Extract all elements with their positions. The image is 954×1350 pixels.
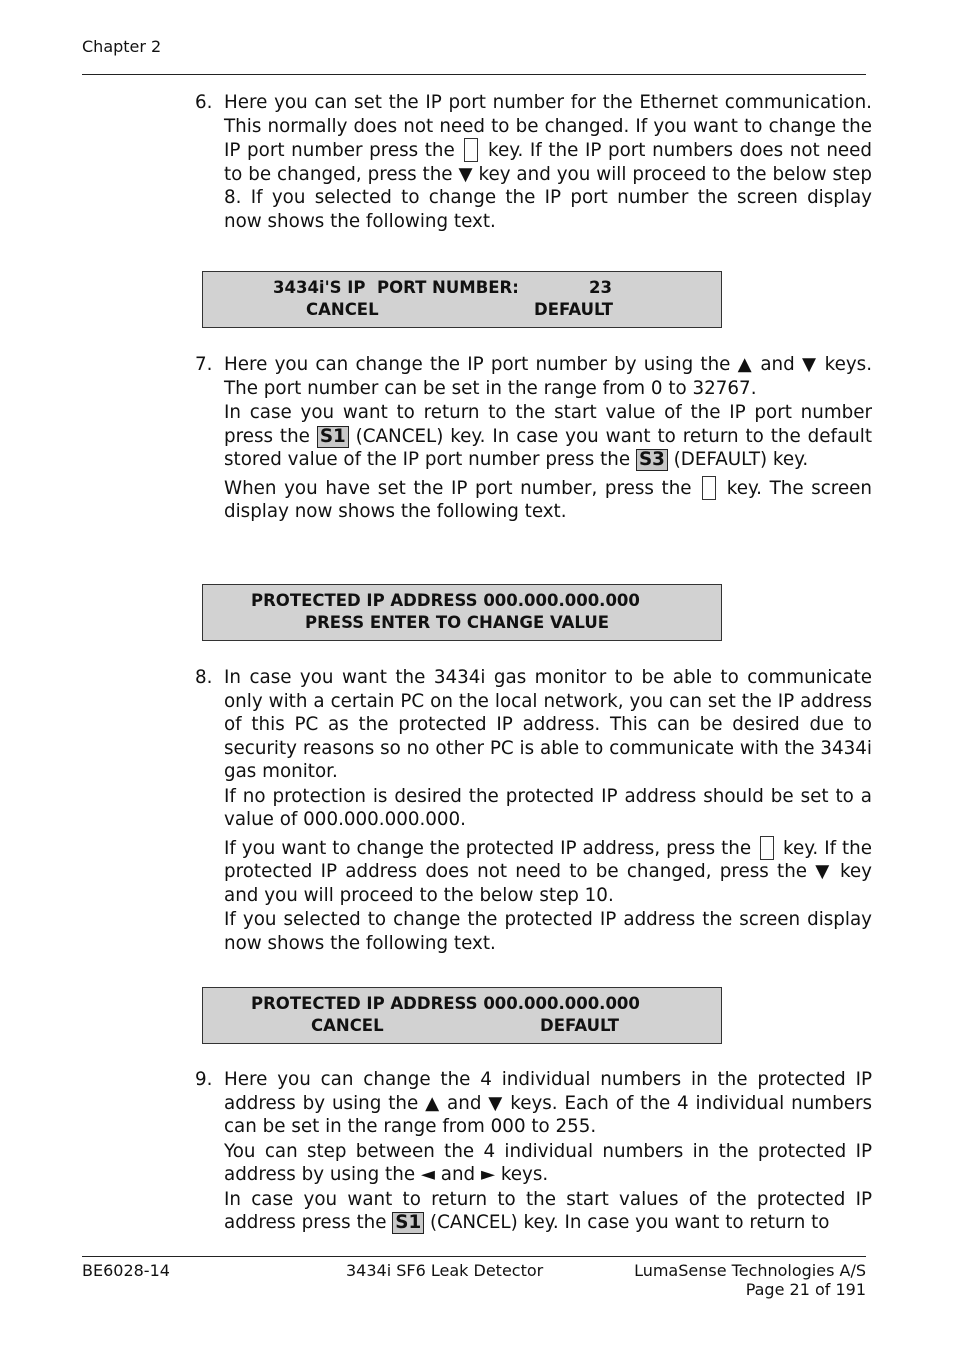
step-number: 7. <box>195 354 213 375</box>
lcd-line2: PRESS ENTER TO CHANGE VALUE <box>305 613 609 632</box>
lcd-display-protected-ip-enter <box>202 584 722 641</box>
footer-company: LumaSense Technologies A/S <box>634 1261 866 1280</box>
step-8-paragraph-4: If you selected to change the protected IP address the screen display now shows the following text. <box>224 909 872 954</box>
step-9-paragraph-1: Here you can change the 4 individual numbers in the protected IP address by using the ▲ and ▼ keys. Each of the 4 individual numbers can be set in the range from 000 to 255. <box>224 1069 872 1137</box>
step-number: 9. <box>195 1069 213 1090</box>
step-6 <box>195 91 872 233</box>
step-8-paragraph-1: In case you want the 3434i gas monitor to be able to communicate only with a certain PC on the local network, you can set the IP address of this PC as the protected IP address. This can be desired due to security reasons so no other PC is able to communicate with the 3434i gas monitor. <box>224 667 872 782</box>
step-9 <box>195 1068 872 1235</box>
lcd-line1-label: 3434i'S IP PORT NUMBER: <box>273 278 519 297</box>
header-rule <box>82 74 866 75</box>
footer-rule <box>82 1256 866 1257</box>
lcd-default-label: DEFAULT <box>534 300 614 319</box>
s1-key: S1 <box>392 1212 424 1234</box>
step-7-paragraph-2: In case you want to return to the start value of the IP port number press the S1 (CANCEL) key. In case you want to return to the default stored value of the IP port number press the S3 (DEFAULT) key. <box>224 402 872 470</box>
step-6-paragraph: Here you can set the IP port number for the Ethernet communication. This normally does not need to be changed. If you want to change the IP port number press the key. If the IP port numbers does not need to be changed, press the ▼ key and you will proceed to the below step 8. If you selected to change the IP port number the screen display now shows the following text. <box>224 92 873 232</box>
lcd-default-label: DEFAULT <box>540 1016 620 1035</box>
step-7 <box>195 353 872 524</box>
step-number: 6. <box>195 92 213 113</box>
lcd-display-port-number <box>202 271 722 328</box>
lcd-line1: PROTECTED IP ADDRESS 000.000.000.000 <box>251 591 640 610</box>
enter-key-icon <box>702 476 716 500</box>
footer-doc-id: BE6028-14 <box>82 1261 170 1280</box>
step-9-paragraph-2: You can step between the 4 individual numbers in the protected IP address by using the ◄ and ► keys. <box>224 1140 872 1185</box>
lcd-line1: PROTECTED IP ADDRESS 000.000.000.000 <box>251 994 640 1013</box>
step-8-paragraph-3: If you want to change the protected IP address, press the key. If the protected IP address does not need to be changed, press the ▼ key and you will proceed to the below step 10. <box>224 837 872 906</box>
s3-key: S3 <box>636 449 668 471</box>
enter-key-icon <box>464 138 478 162</box>
s1-key: S1 <box>317 426 349 448</box>
lcd-cancel-label: CANCEL <box>311 1016 384 1035</box>
lcd-display-protected-ip-edit <box>202 987 722 1044</box>
footer-product: 3434i SF6 Leak Detector <box>346 1261 544 1280</box>
step-number: 8. <box>195 667 213 688</box>
lcd-cancel-label: CANCEL <box>306 300 379 319</box>
enter-key-icon <box>760 836 774 860</box>
step-8-paragraph-2: If no protection is desired the protected IP address should be set to a value of 000.000.000.000. <box>224 785 872 830</box>
step-7-paragraph-3: When you have set the IP port number, press the key. The screen display now shows the following text. <box>224 477 872 522</box>
lcd-line1-value: 23 <box>589 278 612 297</box>
step-9-paragraph-3: In case you want to return to the start values of the protected IP address press the S1 (CANCEL) key. In case you want to return to <box>224 1188 872 1233</box>
step-8 <box>195 666 872 955</box>
chapter-header: Chapter 2 <box>82 37 162 56</box>
step-7-paragraph-1: Here you can change the IP port number by using the ▲ and ▼ keys. The port number can be set in the range from 0 to 32767. <box>224 354 872 399</box>
footer-page-number: Page 21 of 191 <box>745 1280 866 1299</box>
